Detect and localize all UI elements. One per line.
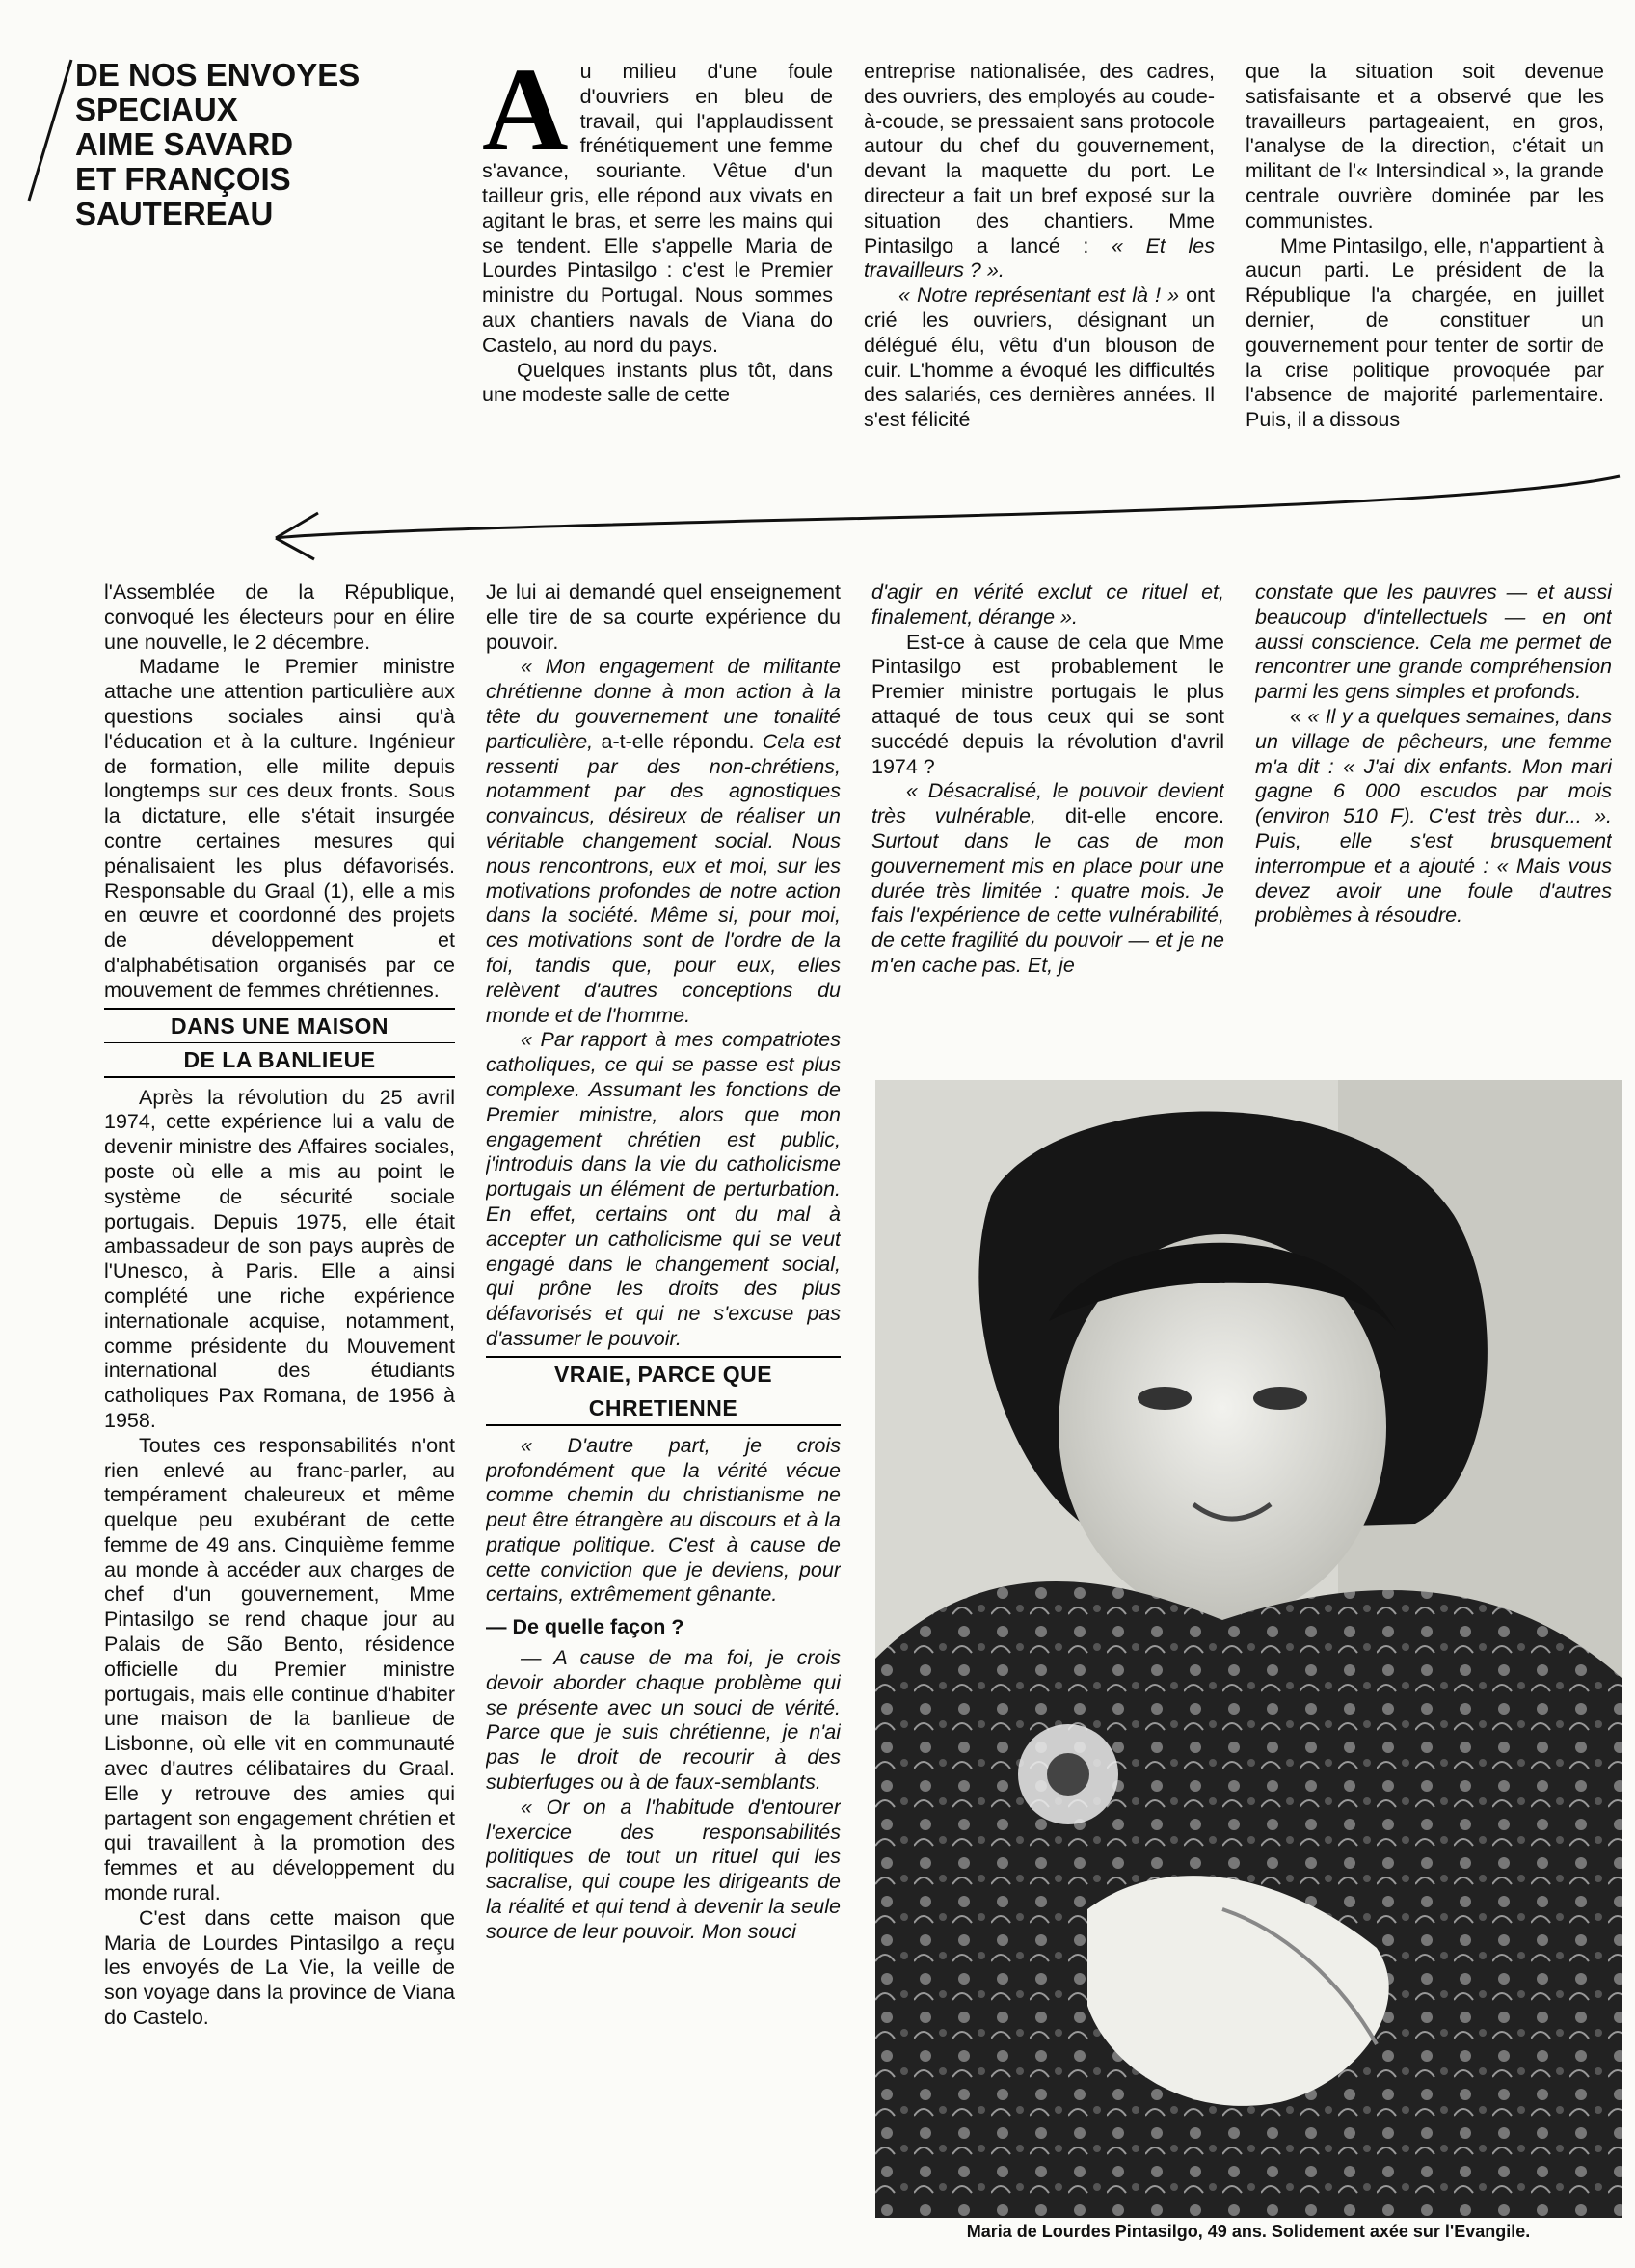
paragraph: d'agir en vérité exclut ce rituel et, finalement, dérange ». [871,580,1224,629]
bottom-column-2 [486,580,841,2258]
subheading: DANS UNE MAISON DE LA BANLIEUE [104,1008,455,1078]
paragraph: — A cause de ma foi, je crois devoir aborder chaque problème qui se présente avec un souci de vérité. Parce que je suis chrétienne, je n'ai pas le droit de recourir à des subterfuges ou à de faux-semblants. [486,1646,841,1795]
interview-question: — De quelle façon ? [486,1615,684,1639]
top-column-2 [864,60,1215,476]
paragraph: « Par rapport à mes compatriotes catholiques, ce qui se passe est plus complexe. Assumant les fonctions de Premier ministre, alors que mon engagement chrétien est public, j'introduis dans la vie du catholicisme portugais un élément de perturbation. En effet, certains ont du mal à accepter un catholicisme qui se veut engagé dans le changement social, qui prône les droits des plus défavorisés et qui ne s'excuse pas d'assumer le pouvoir. [486,1028,841,1350]
top-column-1 [482,60,833,476]
byline [75,58,432,231]
paragraph: « Désacralisé, le pouvoir devient très vulnérable, dit-elle encore. Surtout dans le cas de mon gouvernement mis en place pour une durée très limitée : quatre mois. Je fais l'expérience de cette vulnérabilité, de cette fragilité du pouvoir — et je ne m'en cache pas. Et, je [871,779,1224,977]
paragraph: l'Assemblée de la République, convoqué les électeurs pour en élire une nouvelle, le 2 décembre. [104,580,455,654]
paragraph: « Mon engagement de militante chrétienne donne à mon action à la tête du gouvernement une tonalité particulière, a-t-elle répondu. Cela est ressenti par des non-chrétiens, notamment par des agnostiques convaincus, désireux de réaliser un véritable changement social. Nous nous rencontrons, eux et moi, sur les motivations profondes de notre action dans la société. Même si, pour moi, ces motivations sont de l'ordre de la foi, tandis que, pour eux, elles relèvent d'autres conceptions du monde et de l'homme. [486,655,841,1027]
byline-line: SAUTEREAU [75,196,274,231]
byline-line: AIME SAVARD [75,126,294,162]
continuation-arrow [251,463,1635,569]
paragraph: « D'autre part, je crois profondément que la vérité vécue comme chemin du christianisme ne peut être étrangère au discours et à la pratique politique. C'est à cause de cette conviction que je deviens, pour certains, extrêmement gênante. [486,1433,841,1606]
paragraph: Mme Pintasilgo, elle, n'appartient à aucun parti. Le président de la République l'a chargée, en juillet dernier, de constituer un gouvernement pour tenter de sortir de la crise politique provoquée par l'absence de majorité parlementaire. Puis, il a dissous [1246,233,1604,432]
byline-line: SPECIAUX [75,92,238,127]
paragraph: Je lui ai demandé quel enseignement elle tire de sa courte expérience du pouvoir. [486,580,841,654]
paragraph: Madame le Premier ministre attache une attention particulière aux questions sociales ainsi qu'à l'éducation et à la culture. Ingénieur de formation, elle milite depuis longtemps sur ces deux fronts. Sous la dictature, elle s'était insurgée contre certaines mesures qui pénalisaient les plus défavorisés. Responsable du Graal (1), elle a mis en œuvre et coordonné des projets de développement et d'alphabétisation organisés par ce mouvement de femmes chrétiennes. [104,655,455,1002]
photo-caption: Maria de Lourdes Pintasilgo, 49 ans. Solidement axée sur l'Evangile. [966,2222,1531,2241]
bottom-column-3 [871,580,1224,1063]
subheading: VRAIE, PARCE QUE CHRETIENNE [486,1356,841,1426]
bottom-column-1 [104,580,455,2258]
paragraph: Après la révolution du 25 avril 1974, cette expérience lui a valu de devenir ministre des Affaires sociales, poste où elle a mis au point le système de sécurité sociale portugais. Depuis 1975, elle était ambassadeur de son pays auprès de l'Unesco, à Paris. Elle a ainsi complété une riche expérience internationale acquise, notamment, comme présidente du Mouvement international des étudiants catholiques Pax Romana, de 1956 à 1958. [104,1085,455,1432]
top-column-3 [1246,60,1604,476]
paragraph: constate que les pauvres — et aussi beaucoup d'intellectuels — en ont aussi conscience. Cela me permet de rencontrer une grande compréhension parmi les gens simples et profonds. [1255,580,1612,704]
portrait-photo [875,1080,1622,2218]
bottom-column-4 [1255,580,1612,1063]
lead-paragraph: Au milieu d'une foule d'ouvriers en bleu de travail, qui l'applaudissent frénétiquement une femme s'avance, souriante. Vêtue d'un tailleur gris, elle répond aux vivats en agitant le bras, et serre les mains qui se tendent. Elle s'appelle Maria de Lourdes Pintasilgo : c'est le Premier ministre du Portugal. Nous sommes aux chantiers navals de Viana do Castelo, au nord du pays. [482,60,833,357]
byline-line: ET FRANÇOIS [75,161,291,197]
portrait-photo-image [875,1080,1622,2218]
paragraph: que la situation soit devenue satisfaisante et a observé que les travailleurs partageaient, en gros, l'analyse de la direction, c'était un militant de l'« Intersindical », la grande centrale ouvrière dominée par les communistes. [1246,60,1604,232]
paragraph: Toutes ces responsabilités n'ont rien enlevé au franc-parler, au tempérament chaleureux et même quelque peu exubérant de cette femme de 49 ans. Cinquième femme au monde à accéder aux charges de chef d'un gouvernement, Mme Pintasilgo se rend chaque jour au Palais de São Bento, résidence officielle du Premier ministre portugais, mais elle continue d'habiter une maison de la banlieue de Lisbonne, où elle vit en communauté avec d'autres célibataires du Graal. Elle y retrouve des amies qui partagent son engagement chrétien et qui travaillent à la promotion des femmes et au développement du monde rural. [104,1433,455,1905]
paragraph: Est-ce à cause de cela que Mme Pintasilgo est probablement le Premier ministre portugais le plus attaqué de tous ceux qui se sont succédé depuis la révolution d'avril 1974 ? [871,630,1224,778]
paragraph: entreprise nationalisée, des cadres, des ouvriers, des employés au coude-à-coude, se pressaient sans protocole autour du chef du gouvernement, devant la maquette du port. Le directeur a fait un bref exposé sur la situation des chantiers. Mme Pintasilgo a lancé : « Et les travailleurs ? ». [864,60,1215,283]
drop-cap: A [482,60,569,176]
byline-slash-mark [21,56,79,210]
paragraph: « « Il y a quelques semaines, dans un village de pêcheurs, une femme m'a dit : « J'ai dix enfants. Mon mari gagne 6 000 escudos par mois (environ 510 F). C'est très dur... ». Puis, elle s'est brusquement interrompue et a ajouté : « Mais vous devez avoir une foule d'autres problèmes à résoudre. [1255,704,1612,928]
paragraph: C'est dans cette maison que Maria de Lourdes Pintasilgo a reçu les envoyés de La Vie, la veille de son voyage dans la province de Viana do Castelo. [104,1905,455,2030]
byline-line: DE NOS ENVOYES [75,57,361,93]
paragraph: « Or on a l'habitude d'entourer l'exercice des responsabilités politiques de tout un rituel qui les sacralise, qui coupe les dirigeants de la réalité et qui tend à devenir la seule source de leur pouvoir. Mon souci [486,1795,841,1943]
paragraph: « Notre représentant est là ! » ont crié les ouvriers, désignant un délégué élu, vêtu d'un blouson de cuir. L'homme a évoqué les difficultés des salariés, ces dernières années. Il s'est félicité [864,284,1215,432]
paragraph: Quelques instants plus tôt, dans une modeste salle de cette [482,358,833,407]
